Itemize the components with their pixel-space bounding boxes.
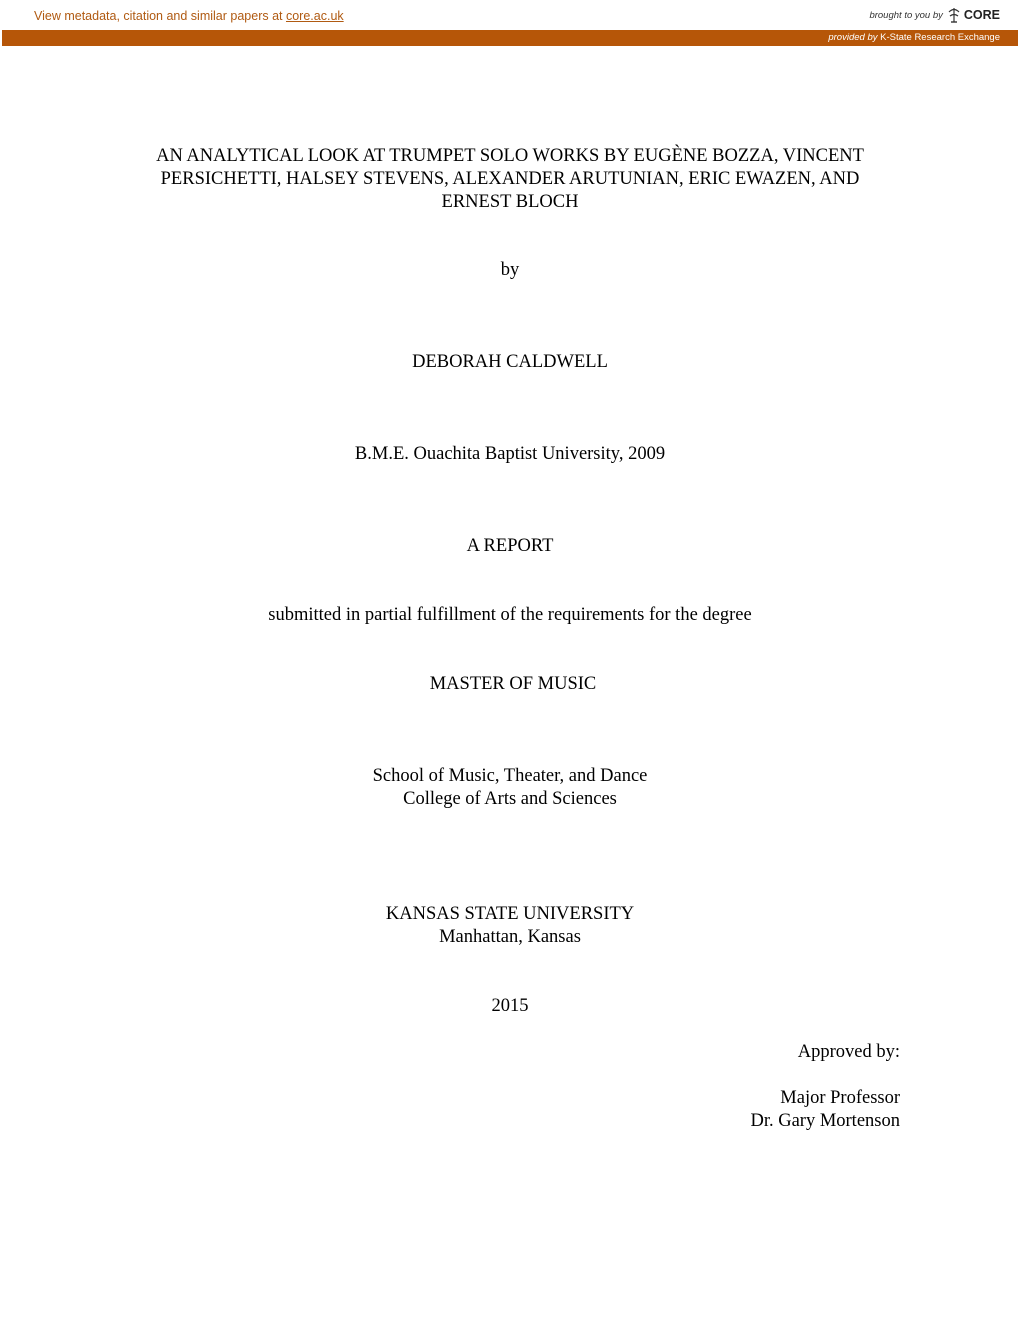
- core-link[interactable]: core.ac.uk: [285, 9, 344, 23]
- provided-by-prefix: provided by: [828, 32, 878, 43]
- prior-degree: B.M.E. Ouachita Baptist University, 2009: [354, 444, 666, 464]
- title-line: AN ANALYTICAL LOOK AT TRUMPET SOLO WORKS BY EUGÈNE BOZZA, VINCENT: [156, 146, 864, 166]
- school-block: [0, 765, 1020, 811]
- professor-name: Dr. Gary Mortenson: [750, 1111, 900, 1131]
- university-location: Manhattan, Kansas: [439, 927, 581, 947]
- approval-block: [750, 1087, 900, 1133]
- author-name: DEBORAH CALDWELL: [412, 352, 608, 372]
- core-brought-by: [869, 6, 1000, 24]
- school-name: School of Music, Theater, and Dance: [372, 766, 648, 786]
- college-name: College of Arts and Sciences: [403, 789, 617, 809]
- view-metadata-text: View metadata, citation and similar papers at: [34, 9, 286, 23]
- university-name: KANSAS STATE UNIVERSITY: [385, 904, 635, 924]
- provided-source: K-State Research Exchange: [880, 32, 1000, 43]
- degree-name: MASTER OF MUSIC: [429, 674, 597, 694]
- core-provided-bar: [2, 30, 1018, 46]
- title-line: PERSICHETTI, HALSEY STEVENS, ALEXANDER ARUTUNIAN, ERIC EWAZEN, AND: [160, 169, 860, 189]
- core-brand: CORE: [963, 8, 1000, 22]
- provided-by: [828, 32, 1000, 43]
- by-label: by: [500, 260, 520, 280]
- title-line: ERNEST BLOCH: [441, 192, 579, 212]
- approved-by: Approved by:: [797, 1042, 900, 1062]
- document-type: A REPORT: [466, 536, 554, 556]
- submission-statement: submitted in partial fulfillment of the requirements for the degree: [268, 605, 752, 625]
- report-title: [110, 145, 910, 214]
- core-banner: [0, 0, 1020, 30]
- professor-role: Major Professor: [780, 1088, 900, 1108]
- core-view-metadata: [34, 9, 344, 23]
- year: 2015: [491, 996, 529, 1016]
- university-block: [0, 903, 1020, 949]
- brought-to-you-text: brought to you by: [869, 9, 943, 21]
- core-logo-icon: [947, 6, 961, 24]
